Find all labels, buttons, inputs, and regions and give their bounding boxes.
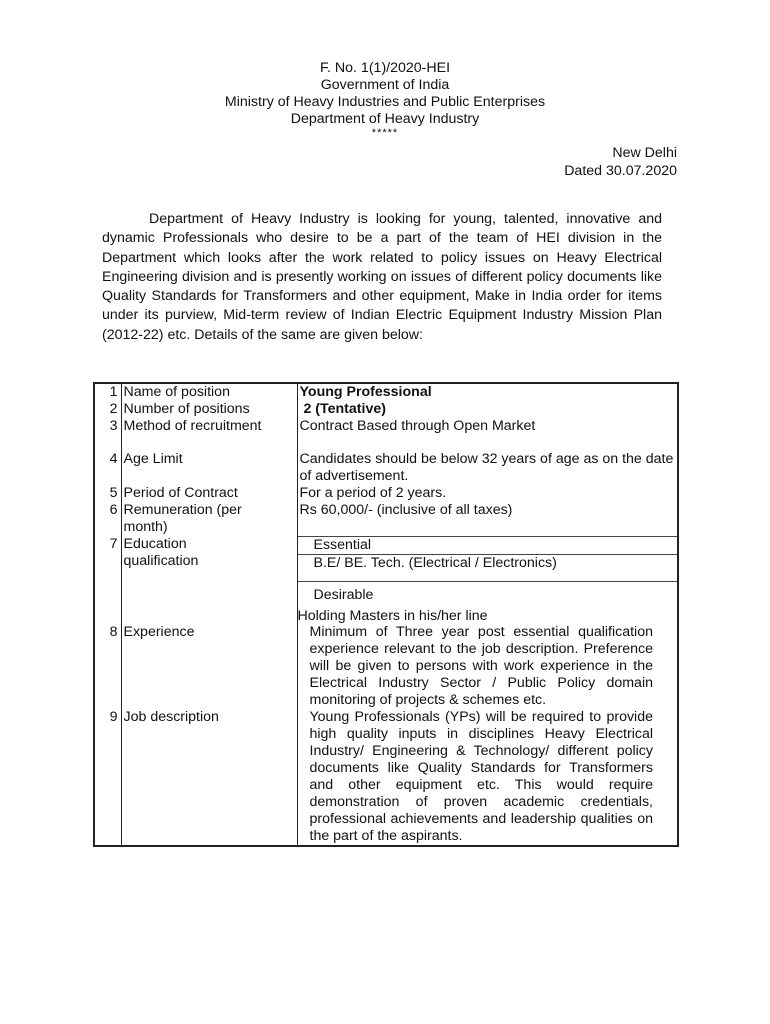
row-label: Method of recruitment <box>121 418 297 451</box>
row-number: 9 <box>94 709 121 846</box>
row-number: 8 <box>94 624 121 709</box>
place-and-date <box>564 145 677 180</box>
education-cell <box>297 536 678 624</box>
department-name: Department of Heavy Industry <box>290 111 480 127</box>
table-row <box>94 709 678 846</box>
ministry-name: Ministry of Heavy Industries and Public Enterprises <box>224 94 546 110</box>
row-value: Contract Based through Open Market <box>299 418 536 434</box>
row-value: Young Professionals (YPs) will be required to provide high quality inputs in disciplines Heavy Electrical Industry/ Engineering & Technology/ different policy documents like Quality Standards for Transformers and other equipment etc. This would require demonstration of proven academic credentials, professional achievements and leadership qualities on the part of the aspirants. <box>297 709 678 846</box>
table-row <box>94 502 678 536</box>
issue-date: Dated 30.07.2020 <box>564 162 677 179</box>
row-number: 4 <box>94 451 121 485</box>
row-number: 6 <box>94 502 121 536</box>
essential-value: B.E/ BE. Tech. (Electrical / Electronics) <box>298 555 678 582</box>
desirable-value: Holding Masters in his/her line <box>297 608 488 624</box>
table-row <box>94 383 678 401</box>
row-value: For a period of 2 years. <box>299 485 447 501</box>
table-row <box>94 418 678 451</box>
table-row <box>94 451 678 485</box>
row-label: Number of positions <box>121 401 297 418</box>
table-row <box>94 624 678 709</box>
place-city: New Delhi <box>612 145 677 161</box>
row-value: Young Professional <box>297 383 678 401</box>
row-value: Candidates should be below 32 years of age as on the date of advertisement. <box>299 451 674 484</box>
essential-label: Essential <box>298 536 678 555</box>
row-label: Experience <box>121 624 297 709</box>
government-name: Government of India <box>320 77 450 93</box>
row-value: Minimum of Three year post essential qualification experience relevant to the job description. Preference will be given to persons with work experience in the Electrical Industry Sector / Public Policy domain monitoring of projects & schemes etc. <box>309 624 653 708</box>
table-row <box>94 401 678 418</box>
row-number: 7 <box>94 536 121 624</box>
intro-paragraph: Department of Heavy Industry is looking for young, talented, innovative and dynamic Professionals who desire to be a part of the team of HEI division in the Department which looks after the work related to policy issues on Heavy Electrical Engineering division and is presently working on issues of different policy documents like Quality Standards for Transformers and other equipment, Make in India order for items under its purview, Mid-term review of Indian Electric Equipment Industry Mission Plan (2012-22) etc. Details of the same are given below: <box>102 211 662 343</box>
desirable-label: Desirable <box>313 587 374 603</box>
row-number: 3 <box>94 418 121 451</box>
row-label: Job description <box>121 709 297 846</box>
table-row <box>94 485 678 502</box>
row-label: Age Limit <box>121 451 297 485</box>
row-value: 2 (Tentative) <box>299 401 386 417</box>
row-number: 1 <box>94 383 121 401</box>
table-row <box>94 536 678 624</box>
file-number: F. No. 1(1)/2020-HEI <box>319 60 451 76</box>
row-label: Period of Contract <box>121 485 297 502</box>
row-label: Name of position <box>121 383 297 401</box>
row-label: Education qualification <box>121 536 297 624</box>
row-value: Rs 60,000/- (inclusive of all taxes) <box>299 502 513 518</box>
row-number: 2 <box>94 401 121 418</box>
header-separator: ***** <box>371 127 399 139</box>
row-number: 5 <box>94 485 121 502</box>
row-label: Remuneration (per month) <box>121 502 297 536</box>
letter-header <box>0 60 770 139</box>
position-details-table <box>93 382 679 847</box>
